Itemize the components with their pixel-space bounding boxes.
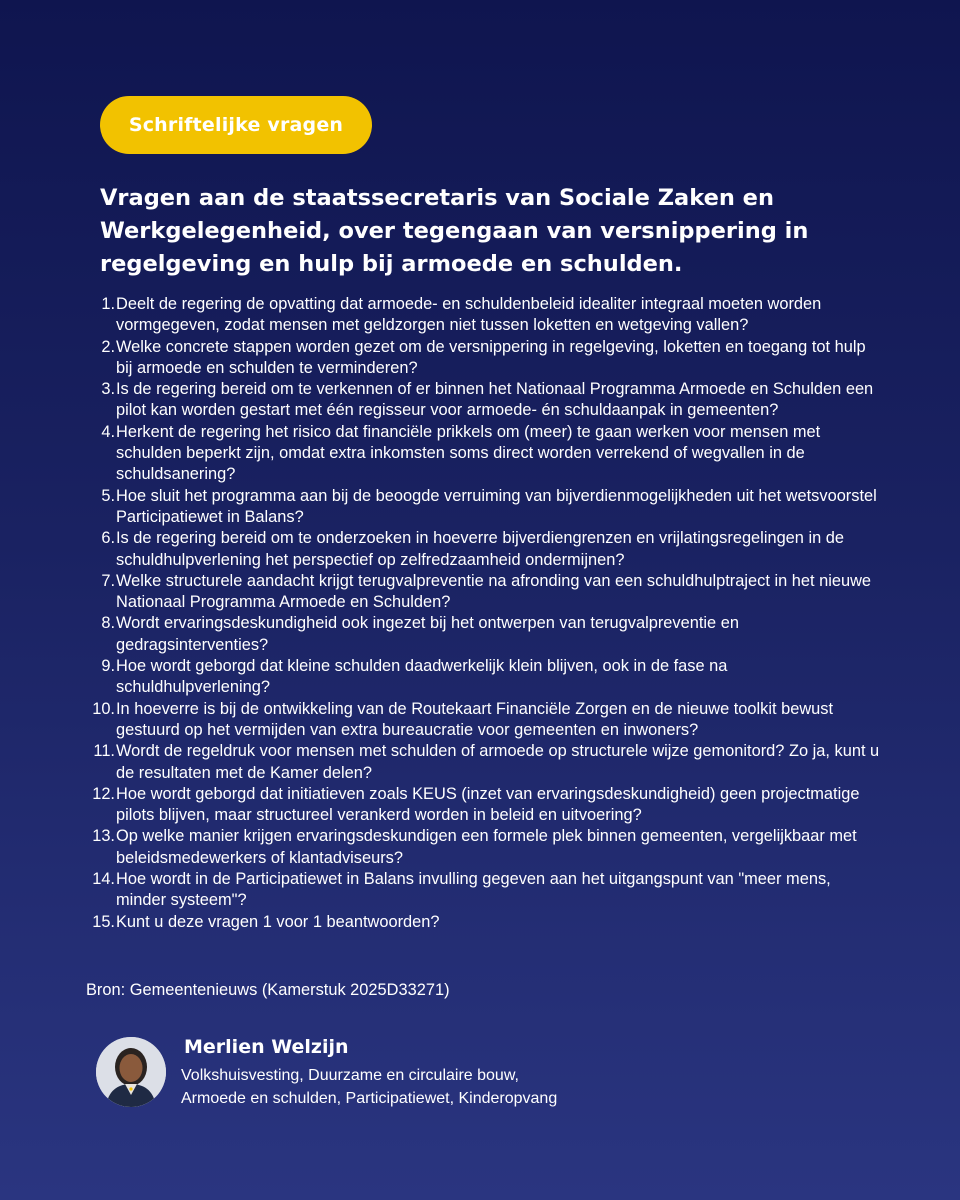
question-text: Herkent de regering het risico dat financiële prikkels om (meer) te gaan werken voor mensen met schulden beperkt zijn, omdat extra inkomsten soms direct worden verrekend of wegvallen in de schuldsanering? (116, 422, 821, 484)
question-item (84, 571, 884, 614)
category-badge (100, 96, 372, 154)
question-number: 12. (92, 784, 115, 803)
question-number: 3. (101, 380, 115, 399)
page-title: Vragen aan de staatssecretaris van Sociale Zaken en Werkgelegenheid, over tegengaan van versnippering in regelgeving en hulp bij armoede en schulden. (100, 185, 809, 277)
question-number: 6. (101, 529, 115, 548)
source-note: Bron: Gemeentenieuws (Kamerstuk 2025D33271) (86, 981, 450, 999)
question-item (84, 656, 884, 699)
avatar (96, 1037, 166, 1107)
question-text: Welke concrete stappen worden gezet om de versnippering in regelgeving, loketten en toegang tot hulp bij armoede en schulden te verminderen? (116, 337, 866, 377)
question-text: In hoeverre is bij de ontwikkeling van de Routekaart Financiële Zorgen en de nieuwe toolkit bewust gestuurd op het vermijden van extra bureaucratie voor gemeenten en inwoners? (116, 699, 834, 739)
question-text: Hoe wordt geborgd dat kleine schulden daadwerkelijk klein blijven, ook in de fase na schuldhulpverlening? (116, 657, 728, 697)
question-text: Wordt de regeldruk voor mensen met schulden of armoede op structurele wijze gemonitord? Zo ja, kunt u de resultaten met de Kamer delen? (116, 742, 880, 782)
question-number: 13. (92, 827, 115, 846)
question-item (84, 699, 884, 742)
question-item (84, 784, 884, 827)
question-text: Deelt de regering de opvatting dat armoede- en schuldenbeleid idealiter integraal moeten worden vormgegeven, zodat mensen met geldzorgen niet tussen loketten en wetgeving vallen? (116, 295, 822, 335)
question-item (84, 422, 884, 486)
question-item (84, 912, 884, 933)
category-badge-label: Schriftelijke vragen (128, 114, 344, 136)
question-number: 10. (92, 699, 115, 718)
question-number: 2. (101, 337, 115, 356)
question-number: 8. (101, 614, 115, 633)
author-portfolio-line-1: Volkshuisvesting, Duurzame en circulaire bouw, (181, 1067, 519, 1084)
question-text: Welke structurele aandacht krijgt terugvalpreventie na afronding van een schuldhulptraject in het nieuwe Nationaal Programma Armoede en Schulden? (116, 571, 872, 612)
question-number: 5. (101, 486, 115, 505)
question-text: Kunt u deze vragen 1 voor 1 beantwoorden? (116, 912, 440, 931)
question-number: 7. (101, 571, 115, 590)
question-number: 9. (101, 657, 115, 676)
question-item (84, 528, 884, 571)
question-list (84, 294, 884, 933)
question-text: Is de regering bereid om te verkennen of er binnen het Nationaal Programma Armoede en Schulden een pilot kan worden gestart met één regisseur voor armoede- én schuldaanpak in gemeenten? (116, 380, 874, 420)
question-number: 4. (101, 422, 115, 441)
question-item (84, 869, 884, 912)
question-item (84, 379, 884, 422)
question-number: 1. (101, 295, 115, 313)
question-number: 14. (92, 870, 115, 889)
question-text: Op welke manier krijgen ervaringsdeskundigen een formele plek binnen gemeenten, vergelijkbaar met beleidsmedewerkers of klantadviseurs? (116, 827, 857, 867)
question-number: 15. (92, 912, 115, 931)
question-item (84, 826, 884, 869)
question-item (84, 613, 884, 656)
author-name: Merlien Welzijn (184, 1036, 349, 1058)
question-item (84, 486, 884, 529)
question-number: 11. (93, 742, 115, 761)
question-text: Hoe wordt geborgd dat initiatieven zoals KEUS (inzet van ervaringsdeskundigheid) geen projectmatige pilots blijven, maar structureel verankerd worden in beleid en uitvoering? (116, 784, 860, 825)
person-portrait-icon (96, 1037, 166, 1107)
question-item (84, 337, 884, 380)
question-text: Wordt ervaringsdeskundigheid ook ingezet bij het ontwerpen van terugvalpreventie en gedragsinterventies? (116, 614, 739, 654)
question-item (84, 294, 884, 337)
question-text: Hoe wordt in de Participatiewet in Balans invulling gegeven aan het uitgangspunt van "meer mens, minder systeem"? (116, 870, 831, 910)
question-text: Is de regering bereid om te onderzoeken in hoeverre bijverdiengrenzen en vrijlatingsregelingen in de schuldhulpverlening het perspectief op zelfredzaamheid ondermijnen? (116, 529, 845, 569)
author-portfolio-line-2: Armoede en schulden, Participatiewet, Kinderopvang (181, 1090, 558, 1107)
question-text: Hoe sluit het programma aan bij de beoogde verruiming van bijverdienmogelijkheden uit het wetsvoorstel Participatiewet in Balans? (116, 486, 877, 526)
question-item (84, 741, 884, 784)
